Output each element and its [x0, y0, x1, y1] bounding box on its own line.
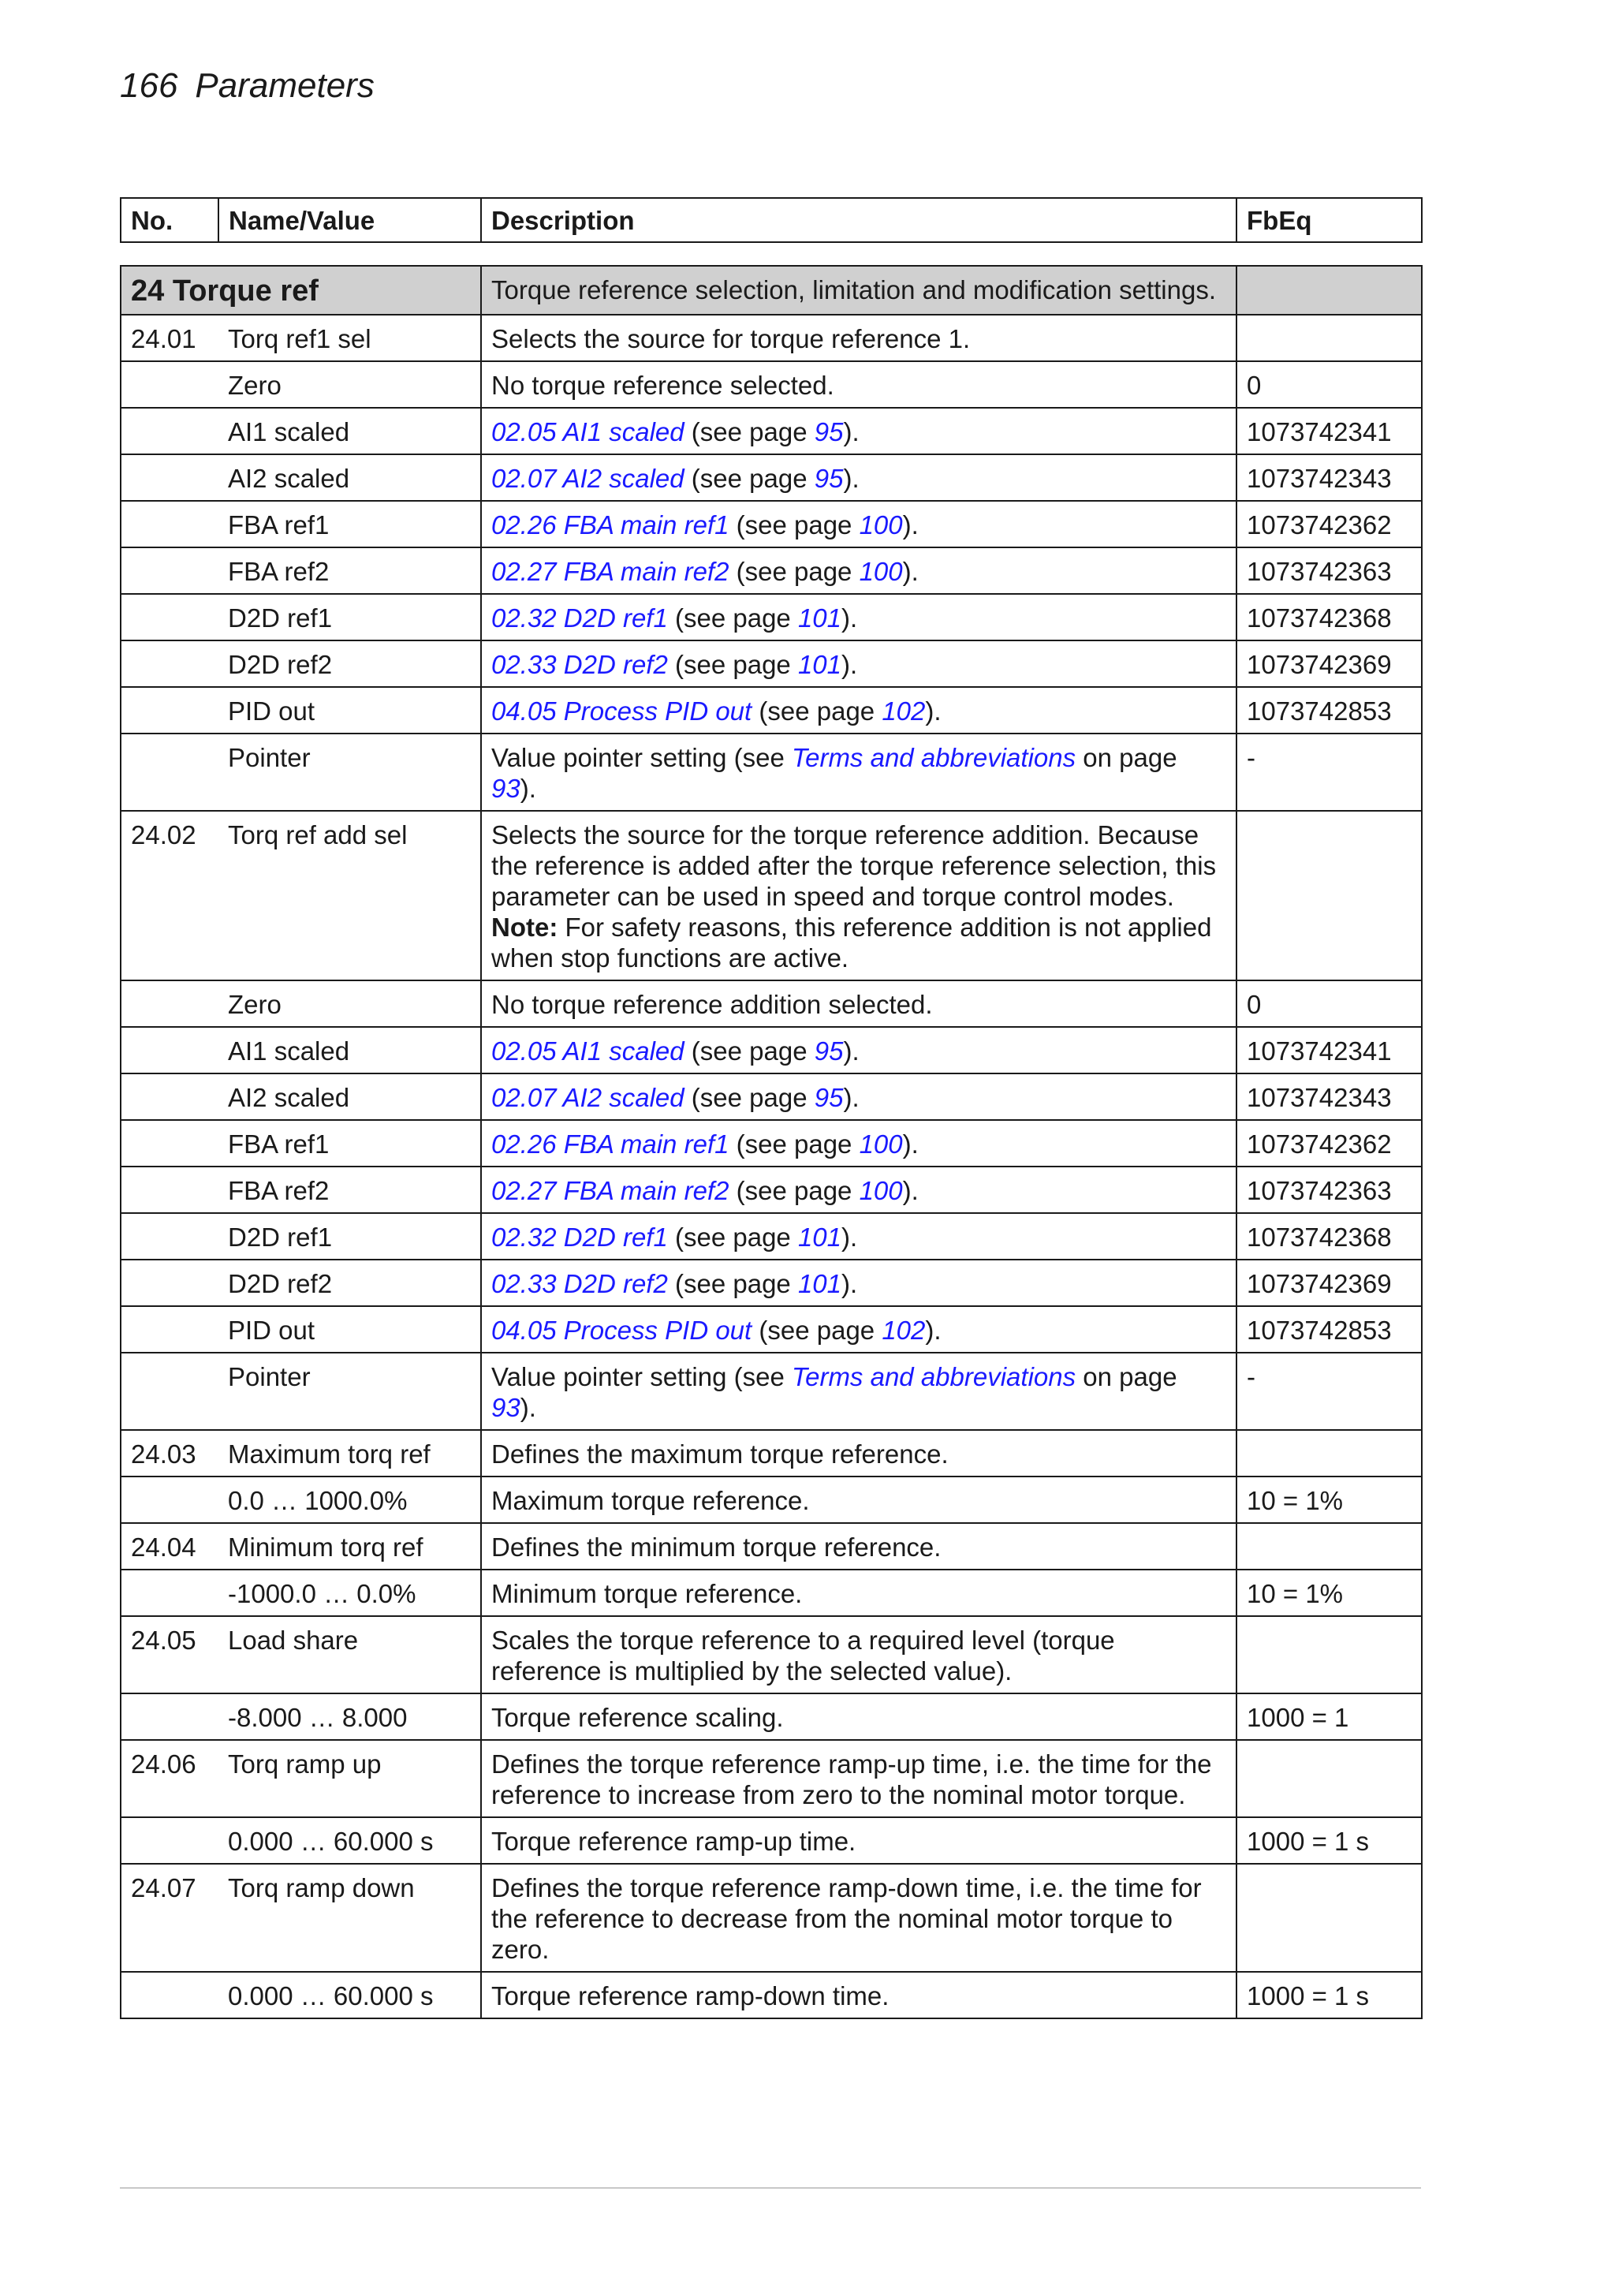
description-text: ). [902, 1176, 919, 1205]
parameter-name: Torq ramp up [218, 1740, 481, 1817]
parameter-number [121, 547, 218, 594]
parameter-number [121, 1167, 218, 1213]
description-cell [481, 1523, 1236, 1570]
description-text: ). [841, 1223, 858, 1252]
description-text: (see page [729, 557, 860, 586]
parameter-number [121, 594, 218, 640]
description-text: ). [841, 1269, 858, 1298]
parameter-value: AI1 scaled [218, 1027, 481, 1073]
description-text: (see page [729, 510, 860, 539]
parameter-value: D2D ref1 [218, 594, 481, 640]
parameter-number [121, 501, 218, 547]
description-cell [481, 1306, 1236, 1353]
description-text: ). [925, 696, 942, 726]
value-row [121, 454, 1422, 501]
cross-reference-link[interactable]: 101 [797, 1269, 842, 1298]
description-cell [481, 1817, 1236, 1864]
parameter-value: FBA ref2 [218, 1167, 481, 1213]
description-text: No torque reference addition selected. [491, 990, 933, 1019]
parameter-table [120, 265, 1423, 2019]
description-cell [481, 1477, 1236, 1523]
description-cell [481, 1167, 1236, 1213]
value-row [121, 1477, 1422, 1523]
description-text: (see page [667, 1269, 798, 1298]
parameter-number [121, 1693, 218, 1740]
parameter-row [121, 811, 1422, 980]
fbeq-value [1236, 811, 1422, 980]
value-row [121, 1073, 1422, 1120]
cross-reference-link[interactable]: 02.07 AI2 scaled [491, 1083, 684, 1112]
value-row [121, 1693, 1422, 1740]
cross-reference-link[interactable]: 02.27 FBA main ref2 [491, 557, 729, 586]
fbeq-value: 1073742368 [1236, 1213, 1422, 1260]
parameter-number [121, 454, 218, 501]
parameter-value: -1000.0 … 0.0% [218, 1570, 481, 1616]
description-text: (see page [684, 1036, 815, 1066]
cross-reference-link[interactable]: 02.27 FBA main ref2 [491, 1176, 729, 1205]
parameter-value: Zero [218, 980, 481, 1027]
parameter-row [121, 1740, 1422, 1817]
fbeq-value: 10 = 1% [1236, 1570, 1422, 1616]
description-text: on page [1076, 1362, 1177, 1391]
cross-reference-link[interactable]: 101 [797, 603, 842, 633]
cross-reference-link[interactable]: 02.07 AI2 scaled [491, 464, 684, 493]
cross-reference-link[interactable]: 95 [814, 1036, 844, 1066]
value-row [121, 1167, 1422, 1213]
parameter-value: -8.000 … 8.000 [218, 1693, 481, 1740]
value-row [121, 1570, 1422, 1616]
value-row [121, 1213, 1422, 1260]
cross-reference-link[interactable]: 100 [859, 1176, 903, 1205]
parameter-number [121, 640, 218, 687]
cross-reference-link[interactable]: 101 [797, 1223, 842, 1252]
description-text: Selects the source for the torque reference addition. Because the reference is added after the torque reference selection, this parameter can be used in speed and torque control modes. [491, 820, 1217, 911]
description-text: (see page [667, 650, 798, 679]
cross-reference-link[interactable]: 04.05 Process PID out [491, 696, 752, 726]
cross-reference-link[interactable]: 02.32 D2D ref1 [491, 603, 668, 633]
cross-reference-link[interactable]: Terms and abbreviations [791, 1362, 1076, 1391]
parameter-value: FBA ref1 [218, 501, 481, 547]
parameter-number: 24.01 [121, 315, 218, 361]
parameter-name: Load share [218, 1616, 481, 1693]
description-text: Torque reference scaling. [491, 1703, 784, 1732]
parameter-value: D2D ref2 [218, 640, 481, 687]
description-cell [481, 1353, 1236, 1430]
parameter-rows [121, 266, 1422, 2018]
cross-reference-link[interactable]: 95 [814, 1083, 844, 1112]
value-row [121, 734, 1422, 811]
cross-reference-link[interactable]: 95 [814, 464, 844, 493]
parameter-row [121, 1864, 1422, 1972]
parameter-value: Pointer [218, 734, 481, 811]
cross-reference-link[interactable]: 02.05 AI1 scaled [491, 417, 684, 446]
description-text: (see page [684, 1083, 815, 1112]
parameter-value: 0.000 … 60.000 s [218, 1817, 481, 1864]
description-text: (see page [667, 603, 798, 633]
parameter-value: 0.000 … 60.000 s [218, 1972, 481, 2018]
fbeq-value: 1000 = 1 s [1236, 1817, 1422, 1864]
parameter-number [121, 1817, 218, 1864]
fbeq-value: 1073742363 [1236, 1167, 1422, 1213]
cross-reference-link[interactable]: 100 [859, 510, 903, 539]
cross-reference-link[interactable]: 100 [859, 557, 903, 586]
description-text: Maximum torque reference. [491, 1486, 810, 1515]
description-text: (see page [684, 464, 815, 493]
description-cell [481, 1027, 1236, 1073]
parameter-number [121, 1306, 218, 1353]
cross-reference-link[interactable]: 100 [859, 1129, 903, 1159]
page-number: 166 [120, 66, 178, 105]
value-row [121, 1972, 1422, 2018]
description-text: ). [843, 1036, 860, 1066]
description-cell [481, 1430, 1236, 1477]
parameter-number [121, 1213, 218, 1260]
description-text: ). [902, 510, 919, 539]
description-text: ). [841, 650, 858, 679]
fbeq-value: 0 [1236, 361, 1422, 408]
fbeq-value: 1073742363 [1236, 547, 1422, 594]
parameter-number [121, 1353, 218, 1430]
description-cell [481, 1740, 1236, 1817]
parameter-name: Maximum torq ref [218, 1430, 481, 1477]
column-header-no: No. [121, 198, 218, 242]
group-title: 24 Torque ref [131, 274, 319, 308]
group-row [121, 266, 1422, 315]
description-text: (see page [729, 1129, 860, 1159]
value-row [121, 1353, 1422, 1430]
parameter-number [121, 408, 218, 454]
parameter-number [121, 1073, 218, 1120]
description-text: Defines the torque reference ramp-down time, i.e. the time for the reference to decrease from the nominal motor torque to zero. [491, 1873, 1202, 1964]
parameter-value: FBA ref1 [218, 1120, 481, 1167]
description-text: ). [520, 1393, 536, 1422]
cross-reference-link[interactable]: 02.33 D2D ref2 [491, 1269, 668, 1298]
cross-reference-link[interactable]: 101 [797, 650, 842, 679]
value-row [121, 594, 1422, 640]
description-text: For safety reasons, this reference addition is not applied when stop functions are active. [491, 913, 1212, 973]
parameter-value: AI2 scaled [218, 1073, 481, 1120]
description-text: (see page [684, 417, 815, 446]
section-title: Parameters [195, 66, 375, 105]
fbeq-value: 1073742341 [1236, 1027, 1422, 1073]
parameter-value: AI2 scaled [218, 454, 481, 501]
note-label: Note: [491, 913, 558, 942]
description-cell [481, 1616, 1236, 1693]
description-text: ). [843, 1083, 860, 1112]
cross-reference-link[interactable]: 02.05 AI1 scaled [491, 1036, 684, 1066]
parameter-value: AI1 scaled [218, 408, 481, 454]
table-header [120, 197, 1423, 243]
description-cell [481, 1972, 1236, 2018]
fbeq-value: 1073742853 [1236, 687, 1422, 734]
fbeq-value [1236, 1616, 1422, 1693]
description-text: Minimum torque reference. [491, 1579, 803, 1608]
description-text: Defines the minimum torque reference. [491, 1533, 942, 1562]
parameter-number [121, 1570, 218, 1616]
fbeq-value: 1000 = 1 s [1236, 1972, 1422, 2018]
parameter-number [121, 980, 218, 1027]
parameter-number [121, 1477, 218, 1523]
fbeq-value: 1073742343 [1236, 1073, 1422, 1120]
parameter-number [121, 687, 218, 734]
parameter-row [121, 315, 1422, 361]
description-cell [481, 687, 1236, 734]
value-row [121, 1817, 1422, 1864]
description-cell [481, 1693, 1236, 1740]
group-description: Torque reference selection, limitation and modification settings. [481, 266, 1236, 315]
parameter-row [121, 1523, 1422, 1570]
cross-reference-link[interactable]: 02.33 D2D ref2 [491, 650, 668, 679]
description-text: Torque reference ramp-up time. [491, 1827, 856, 1856]
value-row [121, 1027, 1422, 1073]
parameter-number: 24.03 [121, 1430, 218, 1477]
parameter-value: 0.0 … 1000.0% [218, 1477, 481, 1523]
description-text: (see page [752, 696, 882, 726]
parameter-value: PID out [218, 1306, 481, 1353]
parameter-number: 24.05 [121, 1616, 218, 1693]
fbeq-value: 0 [1236, 980, 1422, 1027]
parameter-number: 24.02 [121, 811, 218, 980]
value-row [121, 980, 1422, 1027]
fbeq-value: 1073742369 [1236, 1260, 1422, 1306]
cross-reference-link[interactable]: 02.26 FBA main ref1 [491, 510, 729, 539]
description-text: Torque reference ramp-down time. [491, 1981, 890, 2010]
fbeq-value: 1073742369 [1236, 640, 1422, 687]
description-text: ). [841, 603, 858, 633]
description-cell [481, 361, 1236, 408]
description-text: Defines the torque reference ramp-up time, i.e. the time for the reference to increase from zero to the nominal motor torque. [491, 1749, 1212, 1809]
cross-reference-link[interactable]: 04.05 Process PID out [491, 1316, 752, 1345]
value-row [121, 1260, 1422, 1306]
parameter-name: Torq ref1 sel [218, 315, 481, 361]
parameter-value: Pointer [218, 1353, 481, 1430]
fbeq-value [1236, 1430, 1422, 1477]
description-cell [481, 1260, 1236, 1306]
fbeq-value: 10 = 1% [1236, 1477, 1422, 1523]
fbeq-value: 1073742362 [1236, 501, 1422, 547]
value-row [121, 361, 1422, 408]
fbeq-value: 1073742368 [1236, 594, 1422, 640]
parameter-number [121, 1120, 218, 1167]
description-text: Defines the maximum torque reference. [491, 1439, 949, 1469]
description-text: (see page [729, 1176, 860, 1205]
cross-reference-link[interactable]: 93 [491, 1393, 520, 1422]
value-row [121, 547, 1422, 594]
parameter-number: 24.04 [121, 1523, 218, 1570]
parameter-number [121, 1027, 218, 1073]
page-header [120, 66, 375, 106]
fbeq-value [1236, 1740, 1422, 1817]
parameter-row [121, 1616, 1422, 1693]
cross-reference-link[interactable]: 02.32 D2D ref1 [491, 1223, 668, 1252]
description-text: ). [925, 1316, 942, 1345]
group-title-cell [121, 266, 481, 315]
fbeq-value: 1000 = 1 [1236, 1693, 1422, 1740]
description-cell [481, 1073, 1236, 1120]
description-text: Scales the torque reference to a required level (torque reference is multiplied by the selected value). [491, 1626, 1115, 1686]
footer-divider [120, 2187, 1421, 2189]
cross-reference-link[interactable]: 102 [882, 1316, 926, 1345]
fbeq-value: - [1236, 734, 1422, 811]
description-text: Value pointer setting (see [491, 1362, 792, 1391]
description-text: ). [902, 557, 919, 586]
parameter-name: Torq ramp down [218, 1864, 481, 1972]
cross-reference-link[interactable]: 95 [814, 417, 844, 446]
description-cell [481, 1120, 1236, 1167]
description-text: Selects the source for torque reference 1. [491, 324, 971, 353]
parameter-number [121, 1260, 218, 1306]
fbeq-value: 1073742853 [1236, 1306, 1422, 1353]
parameter-value: Zero [218, 361, 481, 408]
parameter-number: 24.06 [121, 1740, 218, 1817]
cross-reference-link[interactable]: Terms and abbreviations [791, 743, 1076, 772]
value-row [121, 687, 1422, 734]
cross-reference-link[interactable]: 93 [491, 774, 520, 803]
description-cell [481, 811, 1236, 980]
value-row [121, 501, 1422, 547]
description-text: (see page [667, 1223, 798, 1252]
description-text: ). [902, 1129, 919, 1159]
fbeq-value [1236, 1523, 1422, 1570]
description-cell [481, 454, 1236, 501]
column-header-description: Description [481, 198, 1236, 242]
fbeq-value [1236, 315, 1422, 361]
cross-reference-link[interactable]: 102 [882, 696, 926, 726]
description-cell [481, 734, 1236, 811]
description-text: ). [520, 774, 536, 803]
value-row [121, 408, 1422, 454]
description-text: ). [843, 464, 860, 493]
parameter-name: Torq ref add sel [218, 811, 481, 980]
value-row [121, 640, 1422, 687]
parameter-row [121, 1430, 1422, 1477]
parameter-number [121, 1972, 218, 2018]
fbeq-value: 1073742343 [1236, 454, 1422, 501]
fbeq-value: 1073742362 [1236, 1120, 1422, 1167]
parameter-number [121, 734, 218, 811]
description-cell [481, 1570, 1236, 1616]
value-row [121, 1306, 1422, 1353]
fbeq-value [1236, 1864, 1422, 1972]
description-text: on page [1076, 743, 1177, 772]
description-cell [481, 547, 1236, 594]
description-cell [481, 980, 1236, 1027]
parameter-value: D2D ref2 [218, 1260, 481, 1306]
description-text: Value pointer setting (see [491, 743, 792, 772]
description-cell [481, 594, 1236, 640]
description-text: (see page [752, 1316, 882, 1345]
parameter-value: PID out [218, 687, 481, 734]
description-cell [481, 408, 1236, 454]
fbeq-value: - [1236, 1353, 1422, 1430]
parameter-name: Minimum torq ref [218, 1523, 481, 1570]
description-cell [481, 315, 1236, 361]
column-header-name: Name/Value [218, 198, 481, 242]
description-text: ). [843, 417, 860, 446]
description-cell [481, 501, 1236, 547]
description-cell [481, 1213, 1236, 1260]
parameter-value: FBA ref2 [218, 547, 481, 594]
description-text: No torque reference selected. [491, 371, 834, 400]
value-row [121, 1120, 1422, 1167]
parameter-number [121, 361, 218, 408]
parameter-value: D2D ref1 [218, 1213, 481, 1260]
description-cell [481, 640, 1236, 687]
parameter-number: 24.07 [121, 1864, 218, 1972]
group-fbeq [1236, 266, 1422, 315]
cross-reference-link[interactable]: 02.26 FBA main ref1 [491, 1129, 729, 1159]
fbeq-value: 1073742341 [1236, 408, 1422, 454]
column-header-fbeq: FbEq [1236, 198, 1422, 242]
description-cell [481, 1864, 1236, 1972]
